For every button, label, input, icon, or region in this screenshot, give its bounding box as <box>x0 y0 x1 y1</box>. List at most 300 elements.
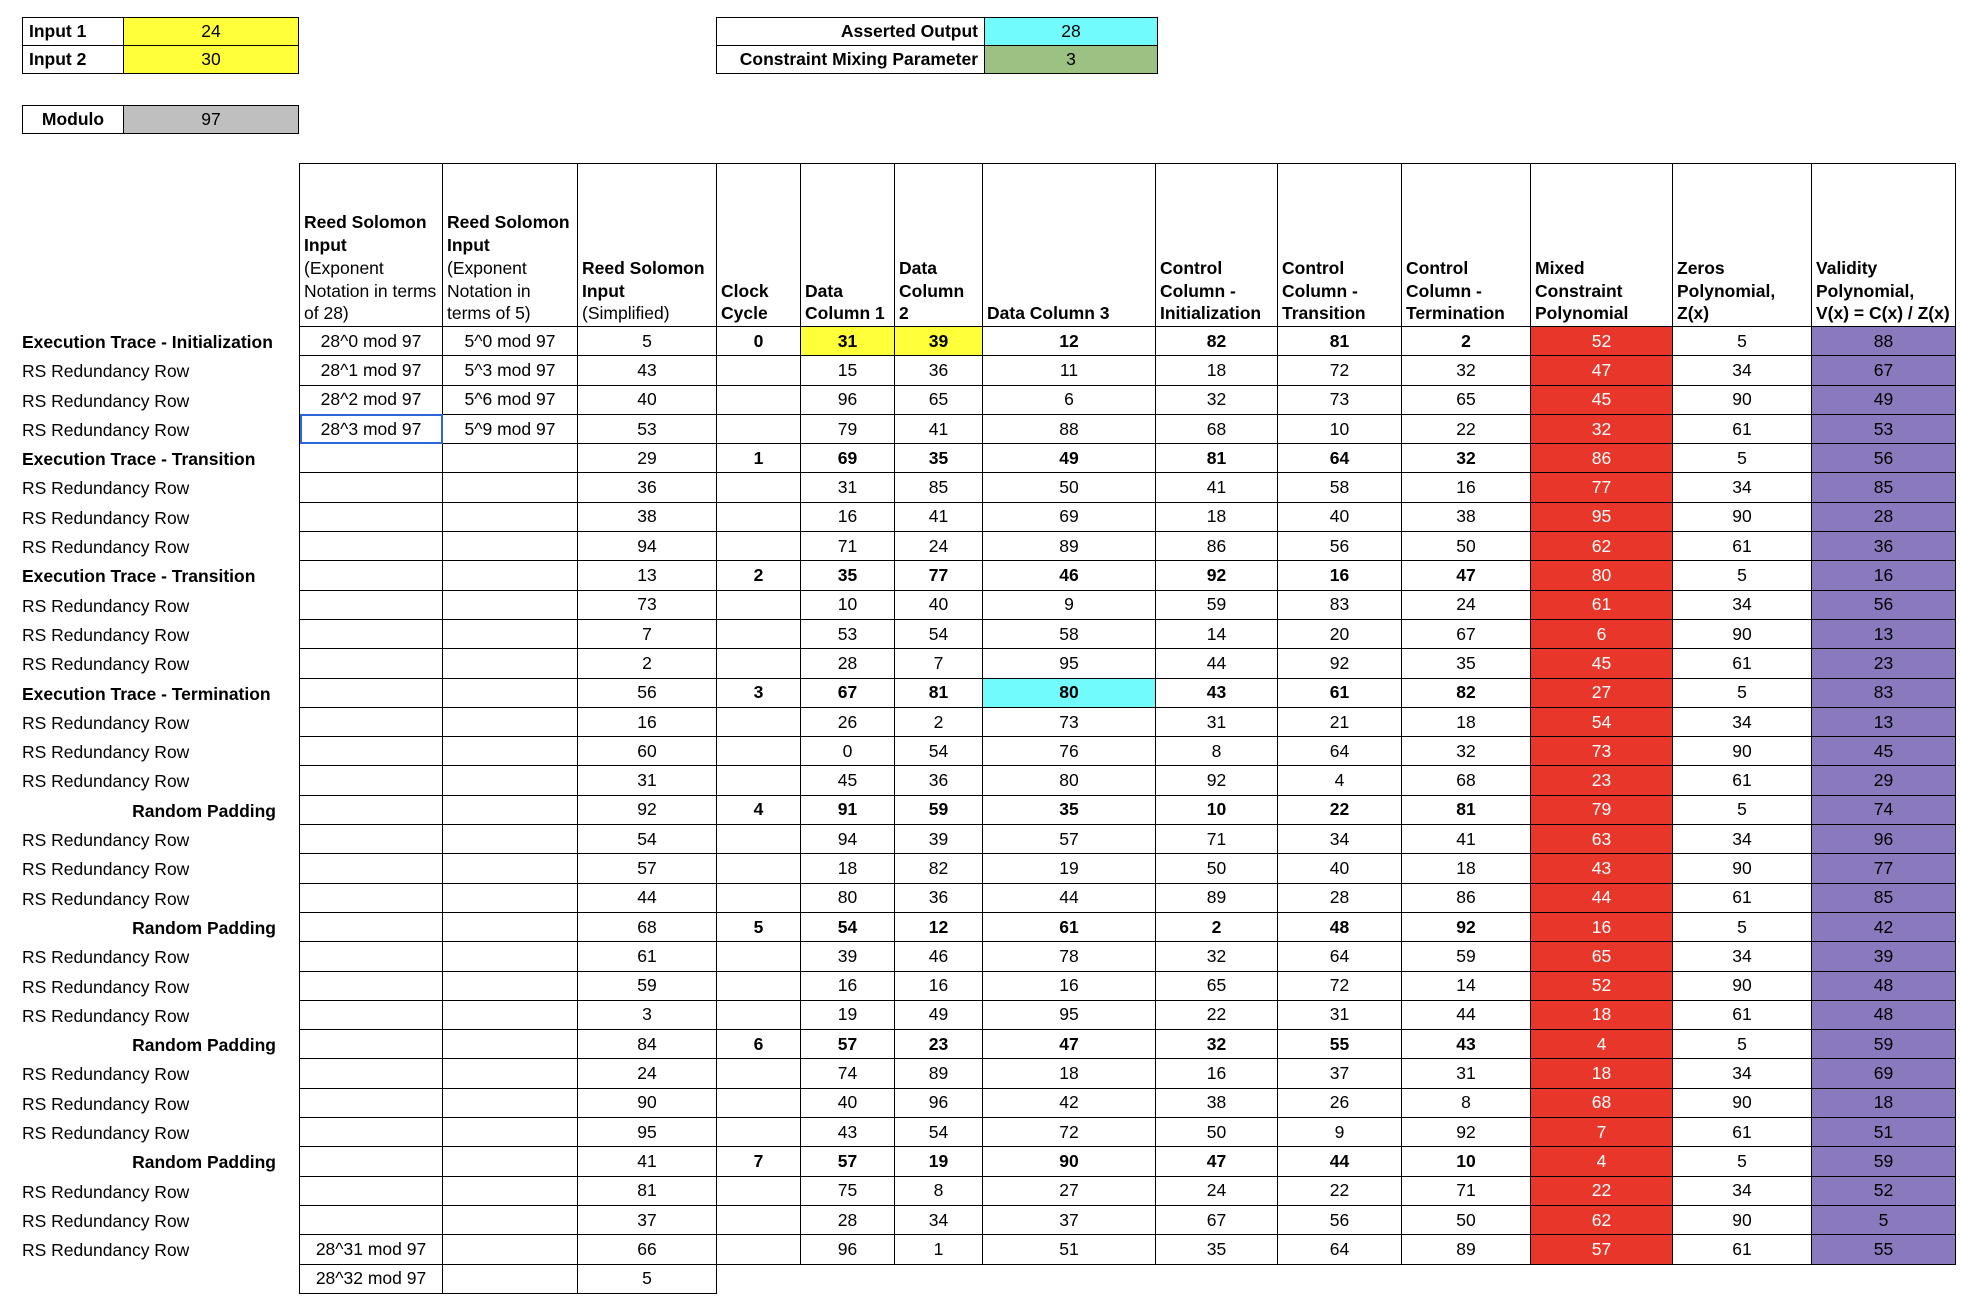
control-termination-cell[interactable]: 82 <box>1402 678 1531 707</box>
control-termination-cell[interactable]: 68 <box>1402 766 1531 795</box>
data3-cell[interactable]: 61 <box>983 912 1156 941</box>
rs5-cell[interactable] <box>443 649 578 678</box>
mixed-constraint-cell[interactable]: 52 <box>1531 327 1673 356</box>
data2-cell[interactable]: 39 <box>895 327 983 356</box>
data1-cell[interactable]: 94 <box>801 825 895 854</box>
rs5-cell[interactable] <box>443 971 578 1000</box>
mixed-constraint-cell[interactable]: 52 <box>1531 971 1673 1000</box>
control-transition-cell[interactable]: 55 <box>1278 1030 1402 1059</box>
data1-cell[interactable]: 31 <box>801 473 895 502</box>
mixed-constraint-cell[interactable]: 45 <box>1531 649 1673 678</box>
rs28-cell[interactable] <box>300 502 443 531</box>
zeros-cell[interactable]: 34 <box>1673 707 1812 736</box>
rs5-cell[interactable] <box>443 854 578 883</box>
data1-cell[interactable]: 45 <box>801 766 895 795</box>
control-termination-cell[interactable]: 44 <box>1402 1000 1531 1029</box>
rs28-cell[interactable] <box>300 1000 443 1029</box>
mixed-constraint-cell[interactable]: 95 <box>1531 502 1673 531</box>
data2-cell[interactable]: 36 <box>895 356 983 385</box>
control-init-cell[interactable]: 41 <box>1156 473 1278 502</box>
control-transition-cell[interactable]: 48 <box>1278 912 1402 941</box>
control-termination-cell[interactable]: 65 <box>1402 385 1531 414</box>
mixing-parameter-cell[interactable]: 3 <box>985 46 1158 74</box>
validity-cell[interactable]: 23 <box>1812 649 1956 678</box>
rs5-cell[interactable] <box>443 561 578 590</box>
data3-cell[interactable]: 6 <box>983 385 1156 414</box>
clock-cell[interactable] <box>717 502 801 531</box>
control-transition-cell[interactable]: 10 <box>1278 414 1402 443</box>
control-init-cell[interactable]: 65 <box>1156 971 1278 1000</box>
data3-cell[interactable]: 95 <box>983 1000 1156 1029</box>
header-clock[interactable]: Clock Cycle <box>717 164 801 327</box>
rs5-cell[interactable] <box>443 1205 578 1234</box>
mixed-constraint-cell[interactable]: 23 <box>1531 766 1673 795</box>
rs-simplified-cell[interactable]: 3 <box>578 1000 717 1029</box>
rs-simplified-cell[interactable]: 38 <box>578 502 717 531</box>
data2-cell[interactable]: 89 <box>895 1059 983 1088</box>
validity-cell[interactable]: 18 <box>1812 1088 1956 1117</box>
data2-cell[interactable]: 39 <box>895 825 983 854</box>
rs28-cell[interactable] <box>300 825 443 854</box>
zeros-cell[interactable]: 61 <box>1673 1000 1812 1029</box>
zeros-cell[interactable]: 5 <box>1673 444 1812 473</box>
control-termination-cell[interactable]: 35 <box>1402 649 1531 678</box>
clock-cell[interactable] <box>717 942 801 971</box>
data1-cell[interactable]: 67 <box>801 678 895 707</box>
rs28-cell[interactable] <box>300 1059 443 1088</box>
data2-cell[interactable]: 85 <box>895 473 983 502</box>
rs5-cell[interactable] <box>443 590 578 619</box>
rs-simplified-cell[interactable]: 90 <box>578 1088 717 1117</box>
data2-cell[interactable]: 81 <box>895 678 983 707</box>
rs5-cell[interactable] <box>443 766 578 795</box>
data1-cell[interactable]: 74 <box>801 1059 895 1088</box>
rs28-cell[interactable] <box>300 971 443 1000</box>
control-termination-cell[interactable]: 50 <box>1402 1205 1531 1234</box>
header-data3[interactable]: Data Column 3 <box>983 164 1156 327</box>
rs-simplified-cell[interactable]: 2 <box>578 649 717 678</box>
data3-cell[interactable]: 89 <box>983 532 1156 561</box>
data1-cell[interactable]: 96 <box>801 385 895 414</box>
data3-cell[interactable]: 73 <box>983 707 1156 736</box>
control-init-cell[interactable]: 81 <box>1156 444 1278 473</box>
mixed-constraint-cell[interactable]: 44 <box>1531 883 1673 912</box>
control-termination-cell[interactable]: 18 <box>1402 707 1531 736</box>
data1-cell[interactable]: 43 <box>801 1118 895 1147</box>
validity-cell[interactable]: 39 <box>1812 942 1956 971</box>
clock-cell[interactable] <box>717 737 801 766</box>
rs5-cell[interactable] <box>443 473 578 502</box>
control-termination-cell[interactable]: 59 <box>1402 942 1531 971</box>
rs5-cell[interactable] <box>443 1030 578 1059</box>
validity-cell[interactable]: 56 <box>1812 590 1956 619</box>
control-termination-cell[interactable]: 2 <box>1402 327 1531 356</box>
data1-cell[interactable]: 57 <box>801 1147 895 1176</box>
validity-cell[interactable]: 48 <box>1812 971 1956 1000</box>
control-termination-cell[interactable]: 8 <box>1402 1088 1531 1117</box>
rs5-cell[interactable] <box>443 707 578 736</box>
rs-simplified-cell[interactable]: 29 <box>578 444 717 473</box>
clock-cell[interactable]: 0 <box>717 327 801 356</box>
validity-cell[interactable]: 45 <box>1812 737 1956 766</box>
control-termination-cell[interactable]: 38 <box>1402 502 1531 531</box>
mixed-constraint-cell[interactable]: 16 <box>1531 912 1673 941</box>
zeros-cell[interactable]: 90 <box>1673 854 1812 883</box>
validity-cell[interactable]: 85 <box>1812 883 1956 912</box>
data3-cell[interactable]: 50 <box>983 473 1156 502</box>
control-termination-cell[interactable]: 10 <box>1402 1147 1531 1176</box>
control-transition-cell[interactable]: 83 <box>1278 590 1402 619</box>
control-termination-cell[interactable]: 32 <box>1402 737 1531 766</box>
rs28-cell[interactable] <box>300 1176 443 1205</box>
rs-simplified-cell[interactable]: 73 <box>578 590 717 619</box>
data1-cell[interactable]: 75 <box>801 1176 895 1205</box>
mixed-constraint-cell[interactable]: 63 <box>1531 825 1673 854</box>
rs-simplified-cell[interactable]: 43 <box>578 356 717 385</box>
control-init-cell[interactable]: 35 <box>1156 1235 1278 1264</box>
control-transition-cell[interactable]: 58 <box>1278 473 1402 502</box>
clock-cell[interactable] <box>717 649 801 678</box>
rs-simplified-cell[interactable]: 95 <box>578 1118 717 1147</box>
control-init-cell[interactable]: 86 <box>1156 532 1278 561</box>
rs-simplified-cell[interactable]: 36 <box>578 473 717 502</box>
data2-cell[interactable]: 77 <box>895 561 983 590</box>
rs28-cell[interactable]: 28^0 mod 97 <box>300 327 443 356</box>
asserted-output-cell[interactable]: 28 <box>985 18 1158 46</box>
data3-cell[interactable]: 57 <box>983 825 1156 854</box>
data1-cell[interactable]: 16 <box>801 971 895 1000</box>
rs5-cell[interactable] <box>443 1118 578 1147</box>
validity-cell[interactable]: 74 <box>1812 795 1956 824</box>
zeros-cell[interactable]: 61 <box>1673 649 1812 678</box>
control-termination-cell[interactable]: 47 <box>1402 561 1531 590</box>
rs5-cell[interactable] <box>443 1147 578 1176</box>
validity-cell[interactable]: 77 <box>1812 854 1956 883</box>
data2-cell[interactable]: 41 <box>895 502 983 531</box>
clock-cell[interactable] <box>717 532 801 561</box>
data1-cell[interactable]: 79 <box>801 414 895 443</box>
rs5-cell[interactable] <box>443 825 578 854</box>
rs-simplified-cell[interactable]: 61 <box>578 942 717 971</box>
control-transition-cell[interactable]: 26 <box>1278 1088 1402 1117</box>
control-init-cell[interactable]: 47 <box>1156 1147 1278 1176</box>
control-init-cell[interactable]: 10 <box>1156 795 1278 824</box>
header-rs28[interactable]: Reed Solomon Input (Exponent Notation in terms of 28) <box>300 164 443 327</box>
control-transition-cell[interactable]: 4 <box>1278 766 1402 795</box>
control-init-cell[interactable]: 59 <box>1156 590 1278 619</box>
rs-simplified-cell[interactable]: 57 <box>578 854 717 883</box>
data2-cell[interactable]: 8 <box>895 1176 983 1205</box>
clock-cell[interactable] <box>717 1088 801 1117</box>
rs-simplified-cell[interactable]: 24 <box>578 1059 717 1088</box>
control-init-cell[interactable]: 71 <box>1156 825 1278 854</box>
header-mixed-constraint[interactable]: Mixed Constraint Polynomial <box>1531 164 1673 327</box>
validity-cell[interactable]: 69 <box>1812 1059 1956 1088</box>
data1-cell[interactable]: 28 <box>801 649 895 678</box>
control-transition-cell[interactable]: 73 <box>1278 385 1402 414</box>
data2-cell[interactable]: 40 <box>895 590 983 619</box>
mixed-constraint-cell[interactable]: 43 <box>1531 854 1673 883</box>
control-transition-cell[interactable]: 28 <box>1278 883 1402 912</box>
zeros-cell[interactable]: 34 <box>1673 825 1812 854</box>
clock-cell[interactable]: 2 <box>717 561 801 590</box>
data2-cell[interactable]: 24 <box>895 532 983 561</box>
data1-cell[interactable]: 31 <box>801 327 895 356</box>
zeros-cell[interactable]: 34 <box>1673 356 1812 385</box>
rs-simplified-cell[interactable]: 66 <box>578 1235 717 1264</box>
header-control-transition[interactable]: Control Column - Transition <box>1278 164 1402 327</box>
input2-cell[interactable]: 30 <box>124 46 299 74</box>
clock-cell[interactable] <box>717 414 801 443</box>
control-transition-cell[interactable]: 72 <box>1278 356 1402 385</box>
zeros-cell[interactable]: 34 <box>1673 590 1812 619</box>
control-transition-cell[interactable]: 64 <box>1278 942 1402 971</box>
rs-simplified-cell[interactable]: 13 <box>578 561 717 590</box>
header-validity[interactable]: Validity Polynomial, V(x) = C(x) / Z(x) <box>1812 164 1956 327</box>
control-init-cell[interactable]: 32 <box>1156 385 1278 414</box>
clock-cell[interactable] <box>717 1059 801 1088</box>
control-termination-cell[interactable]: 41 <box>1402 825 1531 854</box>
rs28-cell[interactable] <box>300 649 443 678</box>
rs5-cell[interactable] <box>443 1000 578 1029</box>
clock-cell[interactable] <box>717 1176 801 1205</box>
rs-simplified-cell[interactable]: 41 <box>578 1147 717 1176</box>
control-transition-cell[interactable]: 20 <box>1278 619 1402 648</box>
data2-cell[interactable]: 46 <box>895 942 983 971</box>
data3-cell[interactable]: 47 <box>983 1030 1156 1059</box>
data3-cell[interactable]: 35 <box>983 795 1156 824</box>
data3-cell[interactable]: 27 <box>983 1176 1156 1205</box>
mixed-constraint-cell[interactable]: 73 <box>1531 737 1673 766</box>
rs28-cell[interactable] <box>300 1147 443 1176</box>
control-init-cell[interactable]: 44 <box>1156 649 1278 678</box>
control-termination-cell[interactable]: 43 <box>1402 1030 1531 1059</box>
mixed-constraint-cell[interactable]: 77 <box>1531 473 1673 502</box>
mixed-constraint-cell[interactable]: 61 <box>1531 590 1673 619</box>
mixed-constraint-cell[interactable]: 79 <box>1531 795 1673 824</box>
clock-cell[interactable]: 7 <box>717 1147 801 1176</box>
clock-cell[interactable] <box>717 971 801 1000</box>
clock-cell[interactable] <box>717 385 801 414</box>
zeros-cell[interactable]: 34 <box>1673 473 1812 502</box>
rs-simplified-cell[interactable]: 37 <box>578 1205 717 1234</box>
rs28-cell[interactable] <box>300 1030 443 1059</box>
control-transition-cell[interactable]: 34 <box>1278 825 1402 854</box>
header-control-termination[interactable]: Control Column - Termination <box>1402 164 1531 327</box>
control-transition-cell[interactable]: 72 <box>1278 971 1402 1000</box>
control-init-cell[interactable]: 24 <box>1156 1176 1278 1205</box>
control-init-cell[interactable]: 31 <box>1156 707 1278 736</box>
rs28-cell[interactable] <box>300 737 443 766</box>
rs28-cell[interactable]: 28^1 mod 97 <box>300 356 443 385</box>
clock-cell[interactable] <box>717 854 801 883</box>
data3-cell[interactable]: 19 <box>983 854 1156 883</box>
validity-cell[interactable]: 96 <box>1812 825 1956 854</box>
zeros-cell[interactable]: 34 <box>1673 942 1812 971</box>
control-termination-cell[interactable]: 32 <box>1402 356 1531 385</box>
rs-simplified-cell[interactable]: 5 <box>578 327 717 356</box>
mixed-constraint-cell[interactable]: 62 <box>1531 1205 1673 1234</box>
control-transition-cell[interactable]: 37 <box>1278 1059 1402 1088</box>
rs28-cell[interactable] <box>300 532 443 561</box>
validity-cell[interactable]: 52 <box>1812 1176 1956 1205</box>
data2-cell[interactable]: 54 <box>895 737 983 766</box>
zeros-cell[interactable]: 90 <box>1673 502 1812 531</box>
rs5-cell[interactable] <box>443 532 578 561</box>
header-rs5[interactable]: Reed Solomon Input (Exponent Notation in terms of 5) <box>443 164 578 327</box>
validity-cell[interactable]: 88 <box>1812 327 1956 356</box>
rs5-cell[interactable]: 5^6 mod 97 <box>443 385 578 414</box>
data3-cell[interactable]: 69 <box>983 502 1156 531</box>
data2-cell[interactable]: 65 <box>895 385 983 414</box>
control-transition-cell[interactable]: 64 <box>1278 444 1402 473</box>
validity-cell[interactable]: 13 <box>1812 707 1956 736</box>
rs5-cell[interactable] <box>443 883 578 912</box>
rs28-cell[interactable] <box>300 1205 443 1234</box>
rs-simplified-cell[interactable]: 84 <box>578 1030 717 1059</box>
rs28-cell[interactable] <box>300 883 443 912</box>
control-transition-cell[interactable]: 56 <box>1278 532 1402 561</box>
data3-cell[interactable]: 11 <box>983 356 1156 385</box>
rs5-cell[interactable]: 5^9 mod 97 <box>443 414 578 443</box>
data3-cell[interactable]: 80 <box>983 766 1156 795</box>
zeros-cell[interactable]: 90 <box>1673 385 1812 414</box>
rs-simplified-cell[interactable]: 54 <box>578 825 717 854</box>
clock-cell[interactable] <box>717 1235 801 1264</box>
control-init-cell[interactable]: 32 <box>1156 942 1278 971</box>
data3-cell[interactable]: 37 <box>983 1205 1156 1234</box>
data3-cell[interactable]: 80 <box>983 678 1156 707</box>
control-termination-cell[interactable]: 31 <box>1402 1059 1531 1088</box>
rs5-cell[interactable] <box>443 1176 578 1205</box>
data2-cell[interactable]: 82 <box>895 854 983 883</box>
data3-cell[interactable]: 90 <box>983 1147 1156 1176</box>
header-zeros[interactable]: Zeros Polynomial, Z(x) <box>1673 164 1812 327</box>
control-init-cell[interactable]: 2 <box>1156 912 1278 941</box>
clock-cell[interactable]: 4 <box>717 795 801 824</box>
data3-cell[interactable]: 18 <box>983 1059 1156 1088</box>
rs28-cell[interactable] <box>300 766 443 795</box>
data3-cell[interactable]: 58 <box>983 619 1156 648</box>
clock-cell[interactable]: 5 <box>717 912 801 941</box>
clock-cell[interactable] <box>717 619 801 648</box>
validity-cell[interactable]: 56 <box>1812 444 1956 473</box>
rs5-cell[interactable] <box>443 737 578 766</box>
clock-cell[interactable]: 1 <box>717 444 801 473</box>
modulo-cell[interactable]: 97 <box>124 106 299 134</box>
data3-cell[interactable]: 72 <box>983 1118 1156 1147</box>
validity-cell[interactable]: 16 <box>1812 561 1956 590</box>
rs-simplified-cell[interactable]: 31 <box>578 766 717 795</box>
header-rs-simplified[interactable]: Reed Solomon Input (Simplified) <box>578 164 717 327</box>
rs28-cell[interactable]: 28^3 mod 97 <box>300 414 443 443</box>
clock-cell[interactable]: 6 <box>717 1030 801 1059</box>
control-init-cell[interactable]: 68 <box>1156 414 1278 443</box>
data2-cell[interactable]: 23 <box>895 1030 983 1059</box>
rs5-cell[interactable] <box>443 942 578 971</box>
data1-cell[interactable]: 16 <box>801 502 895 531</box>
data3-cell[interactable]: 51 <box>983 1235 1156 1264</box>
control-transition-cell[interactable]: 22 <box>1278 1176 1402 1205</box>
header-data1[interactable]: Data Column 1 <box>801 164 895 327</box>
validity-cell[interactable]: 48 <box>1812 1000 1956 1029</box>
zeros-cell[interactable]: 34 <box>1673 1059 1812 1088</box>
data2-cell[interactable]: 96 <box>895 1088 983 1117</box>
data3-cell[interactable]: 42 <box>983 1088 1156 1117</box>
clock-cell[interactable] <box>717 590 801 619</box>
control-init-cell[interactable]: 67 <box>1156 1205 1278 1234</box>
header-control-init[interactable]: Control Column - Initialization <box>1156 164 1278 327</box>
zeros-cell[interactable]: 5 <box>1673 678 1812 707</box>
control-termination-cell[interactable]: 22 <box>1402 414 1531 443</box>
clock-cell[interactable] <box>717 1205 801 1234</box>
data2-cell[interactable]: 19 <box>895 1147 983 1176</box>
control-init-cell[interactable]: 50 <box>1156 854 1278 883</box>
data2-cell[interactable]: 54 <box>895 1118 983 1147</box>
mixed-constraint-cell[interactable]: 27 <box>1531 678 1673 707</box>
zeros-cell[interactable]: 61 <box>1673 883 1812 912</box>
data3-cell[interactable]: 88 <box>983 414 1156 443</box>
data3-cell[interactable]: 76 <box>983 737 1156 766</box>
rs-simplified-cell[interactable]: 5 <box>578 1264 717 1293</box>
data1-cell[interactable]: 40 <box>801 1088 895 1117</box>
rs-simplified-cell[interactable]: 40 <box>578 385 717 414</box>
clock-cell[interactable] <box>717 1000 801 1029</box>
control-init-cell[interactable]: 82 <box>1156 327 1278 356</box>
rs5-cell[interactable] <box>443 1088 578 1117</box>
zeros-cell[interactable]: 61 <box>1673 766 1812 795</box>
rs28-cell[interactable] <box>300 912 443 941</box>
header-data2[interactable]: Data Column 2 <box>895 164 983 327</box>
data3-cell[interactable]: 78 <box>983 942 1156 971</box>
data3-cell[interactable]: 95 <box>983 649 1156 678</box>
data1-cell[interactable]: 19 <box>801 1000 895 1029</box>
data1-cell[interactable]: 28 <box>801 1205 895 1234</box>
mixed-constraint-cell[interactable]: 86 <box>1531 444 1673 473</box>
validity-cell[interactable]: 67 <box>1812 356 1956 385</box>
data2-cell[interactable]: 35 <box>895 444 983 473</box>
data1-cell[interactable]: 71 <box>801 532 895 561</box>
rs-simplified-cell[interactable]: 56 <box>578 678 717 707</box>
rs-simplified-cell[interactable]: 92 <box>578 795 717 824</box>
data1-cell[interactable]: 69 <box>801 444 895 473</box>
mixed-constraint-cell[interactable]: 6 <box>1531 619 1673 648</box>
rs-simplified-cell[interactable]: 60 <box>578 737 717 766</box>
mixed-constraint-cell[interactable]: 62 <box>1531 532 1673 561</box>
rs5-cell[interactable] <box>443 1059 578 1088</box>
rs28-cell[interactable] <box>300 707 443 736</box>
rs28-cell[interactable]: 28^31 mod 97 <box>300 1235 443 1264</box>
data1-cell[interactable]: 35 <box>801 561 895 590</box>
control-init-cell[interactable]: 50 <box>1156 1118 1278 1147</box>
rs28-cell[interactable] <box>300 1088 443 1117</box>
validity-cell[interactable]: 28 <box>1812 502 1956 531</box>
zeros-cell[interactable]: 61 <box>1673 1235 1812 1264</box>
clock-cell[interactable] <box>717 883 801 912</box>
validity-cell[interactable]: 49 <box>1812 385 1956 414</box>
zeros-cell[interactable]: 90 <box>1673 619 1812 648</box>
control-termination-cell[interactable]: 86 <box>1402 883 1531 912</box>
control-transition-cell[interactable]: 61 <box>1278 678 1402 707</box>
data1-cell[interactable]: 39 <box>801 942 895 971</box>
control-transition-cell[interactable]: 64 <box>1278 737 1402 766</box>
control-termination-cell[interactable]: 71 <box>1402 1176 1531 1205</box>
rs28-cell[interactable]: 28^2 mod 97 <box>300 385 443 414</box>
control-init-cell[interactable]: 89 <box>1156 883 1278 912</box>
control-termination-cell[interactable]: 67 <box>1402 619 1531 648</box>
zeros-cell[interactable]: 34 <box>1673 1176 1812 1205</box>
data1-cell[interactable]: 96 <box>801 1235 895 1264</box>
